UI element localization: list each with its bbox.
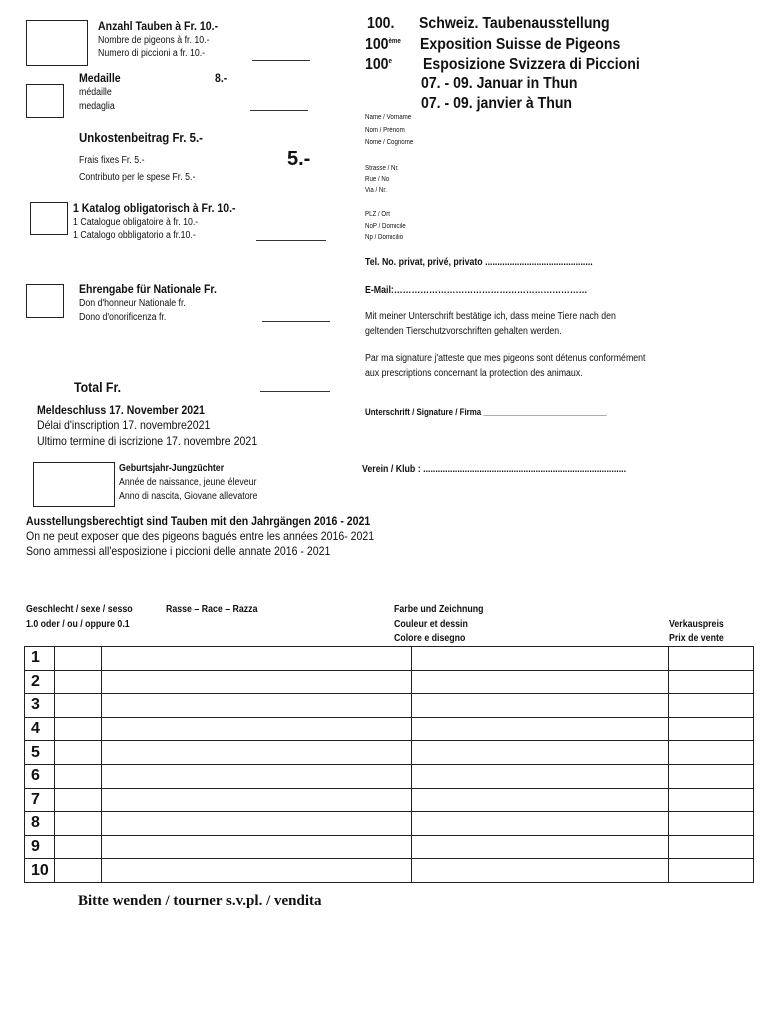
price-cell[interactable] [669,835,754,859]
street-label-fr: Rue / No [365,176,390,183]
deadline-fr: Délai d'inscription 17. novembre2021 [37,418,211,432]
eligibility-it: Sono ammessi all'esposizione i piccioni delle annate 2016 - 2021 [26,544,331,558]
header-title-it: Esposizione Svizzera di Piccioni [423,56,640,73]
eligibility-de: Ausstellungsberechtigt sind Tauben mit den Jahrgängen 2016 - 2021 [26,514,371,528]
color-cell[interactable] [412,859,669,883]
junior-box[interactable] [33,462,115,507]
sex-cell[interactable] [55,647,102,671]
declaration-fr-1: Par ma signature j'atteste que mes pigeons sont détenus conformément [365,353,646,364]
count-box[interactable] [26,20,88,66]
deadline-it: Ultimo termine di iscrizione 17. novembre 2021 [37,434,258,448]
breed-cell[interactable] [102,670,412,694]
breed-cell[interactable] [102,859,412,883]
header-title-fr: Exposition Suisse de Pigeons [420,36,621,53]
deadline-de: Meldeschluss 17. November 2021 [37,403,205,417]
catalog-line[interactable] [256,240,326,241]
header-num-3: 100e [365,56,392,73]
table-row [25,670,754,694]
total-label: Total Fr. [74,379,122,395]
email-field[interactable]: E-Mail:………………………………………………………… [365,285,588,296]
table-row [25,764,754,788]
sex-cell[interactable] [55,694,102,718]
breed-cell[interactable] [102,764,412,788]
breed-cell[interactable] [102,788,412,812]
count-it: Numero di piccioni a fr. 10.- [98,48,206,59]
declaration-fr-2: aux prescriptions concernant la protection des animaux. [365,368,583,379]
row-number: 9 [25,835,55,859]
catalog-fr: 1 Catalogue obligatoire à fr. 10.- [73,217,199,228]
breed-cell[interactable] [102,647,412,671]
junior-it: Anno di nascita, Giovane allevatore [119,491,258,502]
zip-label-fr: NoP / Domicile [365,223,406,230]
table-row [25,647,754,671]
fees-title: Unkostenbeitrag Fr. 5.- [79,130,203,145]
total-line[interactable] [260,391,330,392]
street-label-de: Strasse / Nr. [365,165,399,172]
color-cell[interactable] [412,670,669,694]
street-label-it: Via / Nr. [365,187,387,194]
fees-it: Contributo per le spese Fr. 5.- [79,172,196,183]
honor-title: Ehrengabe für Nationale Fr. [79,282,217,296]
color-cell[interactable] [412,812,669,836]
header-date-de: 07. - 09. Januar in Thun [421,75,578,92]
sex-cell[interactable] [55,835,102,859]
col-breed-header: Rasse – Race – Razza [166,604,258,615]
breed-cell[interactable] [102,694,412,718]
fees-fr: Frais fixes Fr. 5.- [79,155,145,166]
price-cell[interactable] [669,764,754,788]
breed-cell[interactable] [102,812,412,836]
row-number: 5 [25,741,55,765]
name-label-fr: Nom / Prénom [365,127,405,134]
table-row [25,812,754,836]
col-sex-header: Geschlecht / sexe / sesso [26,604,133,615]
breed-cell[interactable] [102,717,412,741]
table-row [25,859,754,883]
col-color-header-it: Colore e disegno [394,633,466,644]
name-label-de: Name / Vorname [365,114,412,121]
zip-label-it: Np / Domicilio [365,234,404,241]
price-cell[interactable] [669,670,754,694]
row-number: 1 [25,647,55,671]
medal-fr: médaille [79,87,112,98]
table-row [25,694,754,718]
header-date-fr: 07. - 09. janvier à Thun [421,95,573,112]
price-cell[interactable] [669,647,754,671]
club-field[interactable]: Verein / Klub : ................................................................................... [362,464,627,475]
medal-amount: 8.- [215,71,228,85]
zip-label-de: PLZ / Ort [365,211,390,218]
color-cell[interactable] [412,717,669,741]
color-cell[interactable] [412,835,669,859]
color-cell[interactable] [412,694,669,718]
table-row [25,835,754,859]
sex-cell[interactable] [55,670,102,694]
junior-fr: Année de naissance, jeune éleveur [119,477,257,488]
sex-cell[interactable] [55,788,102,812]
sex-cell[interactable] [55,741,102,765]
row-number: 2 [25,670,55,694]
sex-cell[interactable] [55,859,102,883]
count-line[interactable] [252,60,310,61]
header-num-1: 100. [367,15,395,32]
col-sex-header-2: 1.0 oder / ou / oppure 0.1 [26,619,130,630]
price-cell[interactable] [669,788,754,812]
catalog-box[interactable] [30,202,68,235]
row-number: 8 [25,812,55,836]
count-title: Anzahl Tauben à Fr. 10.- [98,19,219,33]
col-color-header-de: Farbe und Zeichnung [394,604,484,615]
row-number: 7 [25,788,55,812]
breed-cell[interactable] [102,741,412,765]
honor-box[interactable] [26,284,64,318]
price-cell[interactable] [669,812,754,836]
sex-cell[interactable] [55,764,102,788]
row-number: 3 [25,694,55,718]
breed-cell[interactable] [102,835,412,859]
row-number: 6 [25,764,55,788]
price-cell[interactable] [669,741,754,765]
price-cell[interactable] [669,859,754,883]
color-cell[interactable] [412,788,669,812]
eligibility-fr: On ne peut exposer que des pigeons bagués entre les années 2016- 2021 [26,529,375,543]
fees-amount: 5.- [287,148,311,170]
row-number: 4 [25,717,55,741]
medal-box[interactable] [26,84,64,118]
medal-it: medaglia [79,101,115,112]
price-cell[interactable] [669,694,754,718]
declaration-de-1: Mit meiner Unterschrift bestätige ich, dass meine Tiere nach den [365,311,616,322]
tel-field[interactable]: Tel. No. privat, privé, privato ............................................ [365,257,593,268]
honor-it: Dono d'onorificenza fr. [79,312,167,323]
honor-fr: Don d'honneur Nationale fr. [79,298,186,309]
honor-line[interactable] [262,321,330,322]
count-fr: Nombre de pigeons à fr. 10.- [98,35,210,46]
catalog-it: 1 Catalogo obbligatorio a fr.10.- [73,230,196,241]
signature-field[interactable]: Unterschrift / Signature / Firma ____________________________ [365,407,607,417]
color-cell[interactable] [412,647,669,671]
table-row [25,741,754,765]
table-row [25,788,754,812]
price-cell[interactable] [669,717,754,741]
row-number: 10 [25,859,55,883]
color-cell[interactable] [412,764,669,788]
medal-title: Medaille [79,71,121,85]
header-title-de: Schweiz. Taubenausstellung [419,15,610,32]
col-price-header-de: Verkauspreis [669,619,724,630]
junior-de: Geburtsjahr-Jungzüchter [119,463,225,474]
declaration-de-2: geltenden Tierschutzvorschriften gehalten werden. [365,326,562,337]
col-price-header-fr: Prix de vente [669,633,724,644]
catalog-title: 1 Katalog obligatorisch à Fr. 10.- [73,201,236,215]
color-cell[interactable] [412,741,669,765]
sex-cell[interactable] [55,812,102,836]
sex-cell[interactable] [55,717,102,741]
table-row [25,717,754,741]
header-num-2: 100ème [365,36,401,53]
name-label-it: Nome / Cognome [365,139,414,146]
footer-note: Bitte wenden / tourner s.v.pl. / vendita [78,893,322,909]
medal-line[interactable] [250,110,308,111]
col-color-header-fr: Couleur et dessin [394,619,468,630]
entries-table [24,646,754,883]
